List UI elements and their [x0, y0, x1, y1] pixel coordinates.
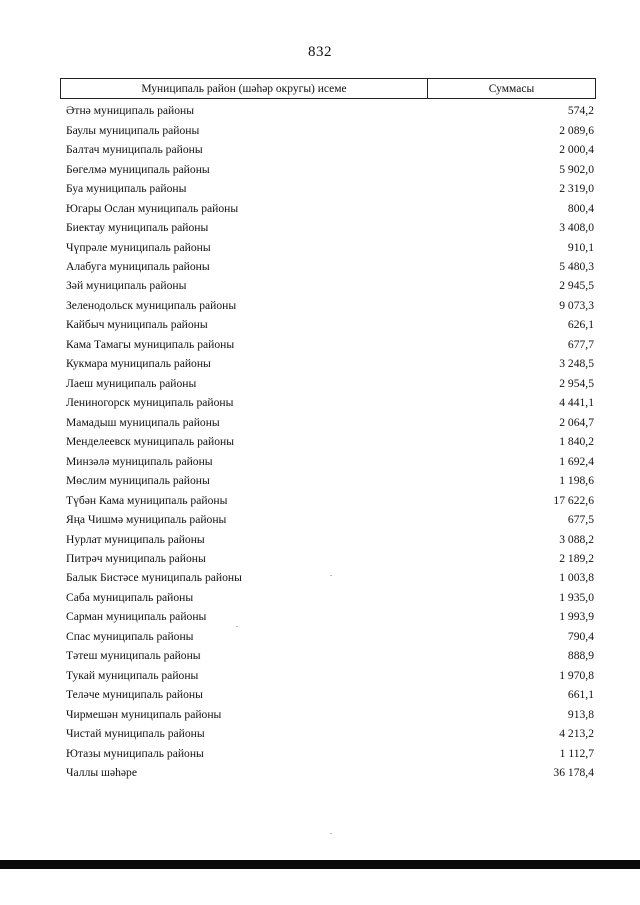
district-name: Мөслим муниципаль районы — [66, 474, 210, 488]
district-sum: 2 319,0 — [559, 182, 594, 196]
district-sum: 1 935,0 — [559, 590, 594, 604]
district-name: Теләче муниципаль районы — [66, 688, 203, 702]
district-name: Питрәч муниципаль районы — [66, 552, 206, 566]
table-row — [66, 393, 596, 412]
table-row — [66, 588, 596, 607]
district-name: Буа муниципаль районы — [66, 182, 187, 196]
district-sum: 2 954,5 — [559, 376, 594, 390]
district-sum: 1 692,4 — [559, 454, 594, 468]
table-row — [66, 471, 596, 490]
table-row — [66, 140, 596, 159]
district-sum: 800,4 — [567, 201, 594, 215]
table-row — [66, 101, 596, 120]
district-sum: 2 945,5 — [559, 279, 594, 293]
district-name: Спас муниципаль районы — [66, 629, 194, 643]
district-sum: 626,1 — [567, 318, 594, 332]
district-sum: 5 902,0 — [559, 162, 594, 176]
district-name: Түбән Кама муниципаль районы — [66, 493, 228, 507]
table-row — [66, 743, 596, 762]
district-sum: 2 089,6 — [559, 123, 594, 137]
district-sum: 2 064,7 — [559, 415, 594, 429]
district-name: Ютазы муниципаль районы — [66, 746, 204, 760]
district-name: Сарман муниципаль районы — [66, 610, 207, 624]
district-name: Нурлат муниципаль районы — [66, 532, 205, 546]
district-name: Балтач муниципаль районы — [66, 143, 203, 157]
district-name: Менделеевск муниципаль районы — [66, 435, 235, 449]
table-row — [66, 335, 596, 354]
district-sum: 5 480,3 — [559, 259, 594, 273]
table-row — [66, 724, 596, 743]
scan-speck — [330, 575, 332, 576]
district-sum: 9 073,3 — [559, 298, 594, 312]
district-name: Кукмара муниципаль районы — [66, 357, 211, 371]
district-sum: 913,8 — [567, 707, 594, 721]
district-sum: 1 003,8 — [559, 571, 594, 585]
table-row — [66, 179, 596, 198]
table-row — [66, 198, 596, 217]
column-header-sum: Суммасы — [488, 83, 535, 95]
district-name: Биектау муниципаль районы — [66, 221, 209, 235]
table-row — [66, 685, 596, 704]
district-name: Чаллы шәһәре — [66, 766, 138, 780]
table-row — [66, 159, 596, 178]
table-row — [66, 413, 596, 432]
district-sum: 3 248,5 — [559, 357, 594, 371]
table-row — [66, 315, 596, 334]
district-name: Алабуга муниципаль районы — [66, 259, 210, 273]
table-row — [66, 374, 596, 393]
district-name: Бөгелмә муниципаль районы — [66, 162, 210, 176]
district-sum: 661,1 — [567, 688, 594, 702]
district-name: Балык Бистәсе муниципаль районы — [66, 571, 242, 585]
table-row — [66, 296, 596, 315]
district-sum: 4 441,1 — [559, 396, 594, 410]
district-sum: 3 088,2 — [559, 532, 594, 546]
page-number: 832 — [308, 44, 332, 60]
table-row — [66, 510, 596, 529]
district-sum: 4 213,2 — [559, 727, 594, 741]
district-name: Лениногорск муниципаль районы — [66, 396, 234, 410]
district-sum: 574,2 — [567, 104, 594, 118]
table-row — [66, 607, 596, 626]
table-row — [66, 451, 596, 470]
district-name: Баулы муниципаль районы — [66, 123, 200, 137]
district-name: Яңа Чишмә муниципаль районы — [66, 513, 227, 527]
district-sum: 2 189,2 — [559, 552, 594, 566]
district-name: Әтнә муниципаль районы — [66, 104, 195, 118]
district-name: Лаеш муниципаль районы — [66, 376, 197, 390]
district-name: Тәтеш муниципаль районы — [66, 649, 201, 663]
scan-speck — [236, 626, 238, 627]
district-name: Кайбыч муниципаль районы — [66, 318, 208, 332]
table-header — [60, 78, 596, 99]
district-sum: 910,1 — [567, 240, 594, 254]
table-row — [66, 666, 596, 685]
table-row — [66, 276, 596, 295]
table-row — [66, 120, 596, 139]
district-sum: 677,7 — [567, 337, 594, 351]
table-row — [66, 549, 596, 568]
district-sum: 2 000,4 — [559, 143, 594, 157]
district-name: Чистай муниципаль районы — [66, 727, 205, 741]
district-sum: 1 970,8 — [559, 668, 594, 682]
district-sum: 1 840,2 — [559, 435, 594, 449]
district-name: Зәй муниципаль районы — [66, 279, 187, 293]
column-header-name: Муниципаль район (шәһәр округы) исеме — [61, 79, 428, 98]
table-row — [66, 218, 596, 237]
district-sum: 677,5 — [567, 513, 594, 527]
scan-edge-bar — [0, 860, 640, 869]
district-name: Мамадыш муниципаль районы — [66, 415, 220, 429]
district-name: Тукай муниципаль районы — [66, 668, 199, 682]
table-row — [66, 354, 596, 373]
district-sum: 36 178,4 — [553, 766, 594, 780]
table-row — [66, 432, 596, 451]
district-name: Югары Ослан муниципаль районы — [66, 201, 239, 215]
table-row — [66, 646, 596, 665]
table-row — [66, 763, 596, 782]
table-row — [66, 568, 596, 587]
table-body — [66, 101, 596, 782]
table-row — [66, 237, 596, 256]
district-sum: 1 993,9 — [559, 610, 594, 624]
district-sum: 17 622,6 — [553, 493, 594, 507]
table-row — [66, 490, 596, 509]
district-name: Чүпрәле муниципаль районы — [66, 240, 211, 254]
district-name: Саба муниципаль районы — [66, 590, 194, 604]
table-row — [66, 529, 596, 548]
district-sum: 1 198,6 — [559, 474, 594, 488]
scan-speck — [330, 833, 332, 834]
district-sum: 1 112,7 — [559, 746, 594, 760]
district-name: Кама Тамагы муниципаль районы — [66, 337, 235, 351]
district-name: Чирмешән муниципаль районы — [66, 707, 222, 721]
district-sum: 888,9 — [567, 649, 594, 663]
district-name: Минзәлә муниципаль районы — [66, 454, 213, 468]
table-row — [66, 705, 596, 724]
district-sum: 3 408,0 — [559, 221, 594, 235]
district-sum: 790,4 — [567, 629, 594, 643]
district-name: Зеленодольск муниципаль районы — [66, 298, 237, 312]
table-row — [66, 627, 596, 646]
table-row — [66, 257, 596, 276]
